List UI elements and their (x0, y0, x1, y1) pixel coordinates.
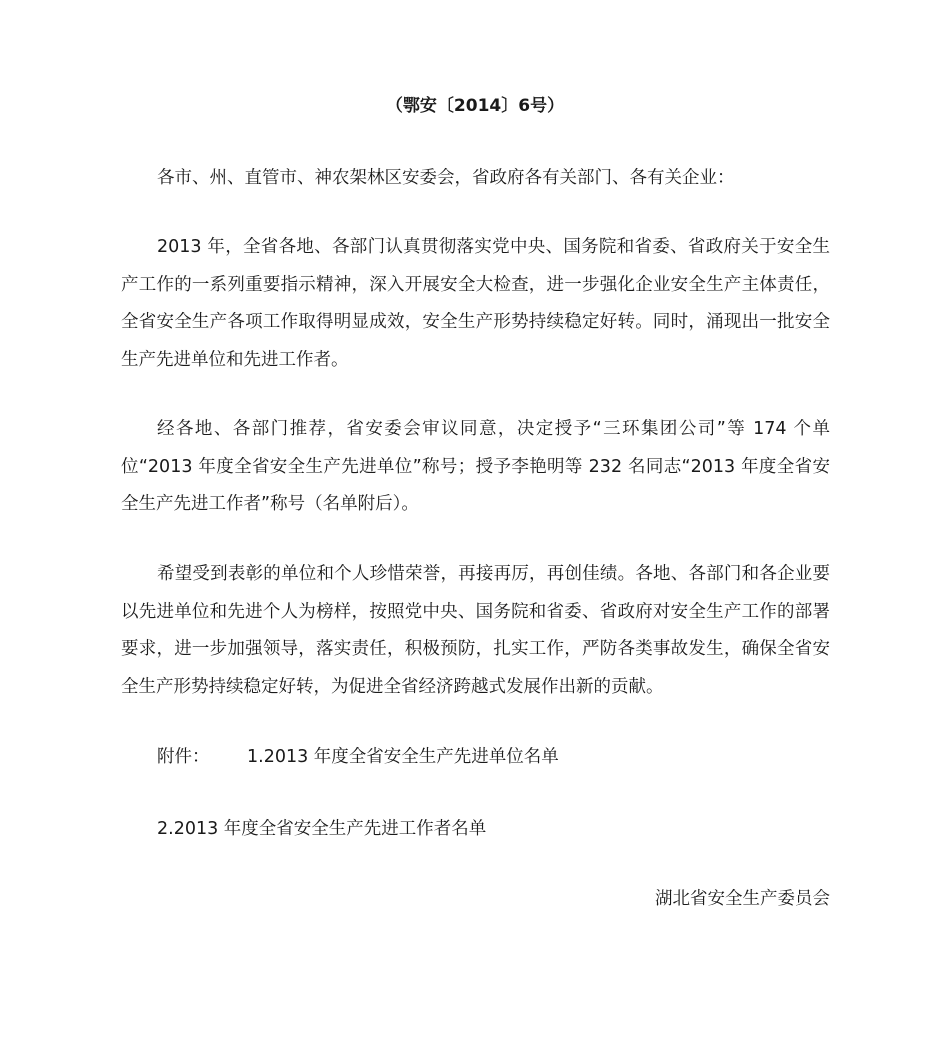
signature: 湖北省安全生产委员会 (655, 889, 830, 909)
document-number: （鄂安〔2014〕6号） (385, 96, 565, 116)
paragraph-3: 希望受到表彰的单位和个人珍惜荣誉，再接再厉，再创佳绩。各地、各部门和各企业要以先进单位和先进个人为榜样，按照党中央、国务院和省委、省政府对安全生产工作的部署要求，进一步加强领导，落实责任，积极预防，扎实工作，严防各类事故发生，确保全省安全生产形势持续稳定好转，为促进全省经济跨越式发展作出新的贡献。 (121, 564, 830, 697)
attachments-label: 附件： (157, 747, 210, 767)
paragraph-2: 经各地、各部门推荐，省安委会审议同意，决定授予“三环集团公司”等 174 个单位“2013 年度全省安全生产先进单位”称号；授予李艳明等 232 名同志“2013 年度全省安全生产先进工作者”称号（名单附后）。 (121, 419, 830, 514)
attachments-row (157, 745, 559, 769)
salutation: 各市、州、直管市、神农架林区安委会，省政府各有关部门、各有关企业： (157, 168, 735, 188)
attachment-item-2: 2.2013 年度全省安全生产先进工作者名单 (157, 819, 487, 839)
paragraph-1: 2013 年，全省各地、各部门认真贯彻落实党中央、国务院和省委、省政府关于安全生产工作的一系列重要指示精神，深入开展安全大检查，进一步强化企业安全生产主体责任，全省安全生产各项工作取得明显成效，安全生产形势持续稳定好转。同时，涌现出一批安全生产先进单位和先进工作者。 (121, 237, 830, 370)
attachment-item-1: 1.2013 年度全省安全生产先进单位名单 (247, 747, 559, 767)
